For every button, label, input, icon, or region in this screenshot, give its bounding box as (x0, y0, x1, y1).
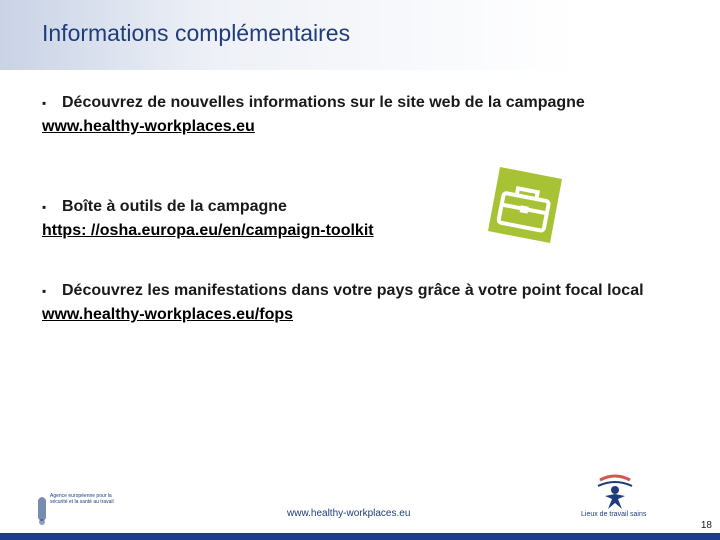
bullet-text: Découvrez les manifestations dans votre pays grâce à votre point focal local (62, 282, 644, 299)
page-number: 18 (700, 520, 712, 531)
bullet-text: Découvrez de nouvelles informations sur le site web de la campagne (62, 94, 585, 111)
page-title: Informations complémentaires (42, 20, 351, 46)
square-bullet-icon: ▪ (42, 200, 47, 214)
campaign-toolkit-link[interactable]: https: //osha.europa.eu/en/campaign-toolkit (42, 222, 374, 239)
footer-bar (0, 533, 720, 540)
campaign-logo (590, 470, 640, 515)
info-bullet-focal-points (42, 281, 662, 325)
campaign-website-link[interactable]: www.healthy-workplaces.eu (42, 118, 255, 135)
info-bullet-toolkit (42, 197, 662, 241)
focal-points-link[interactable]: www.healthy-workplaces.eu/fops (42, 306, 294, 323)
bullet-text: Boîte à outils de la campagne (62, 198, 287, 215)
footer-url: www.healthy-workplaces.eu (287, 508, 411, 519)
agency-logo-text: Agence européenne pour la sécurité et la santé au travail (50, 493, 114, 505)
campaign-logo-text: Lieux de travail sains (581, 511, 647, 518)
square-bullet-icon: ▪ (42, 284, 47, 298)
toolbox-icon (484, 165, 564, 245)
square-bullet-icon: ▪ (42, 96, 47, 110)
info-bullet-website (42, 93, 662, 137)
